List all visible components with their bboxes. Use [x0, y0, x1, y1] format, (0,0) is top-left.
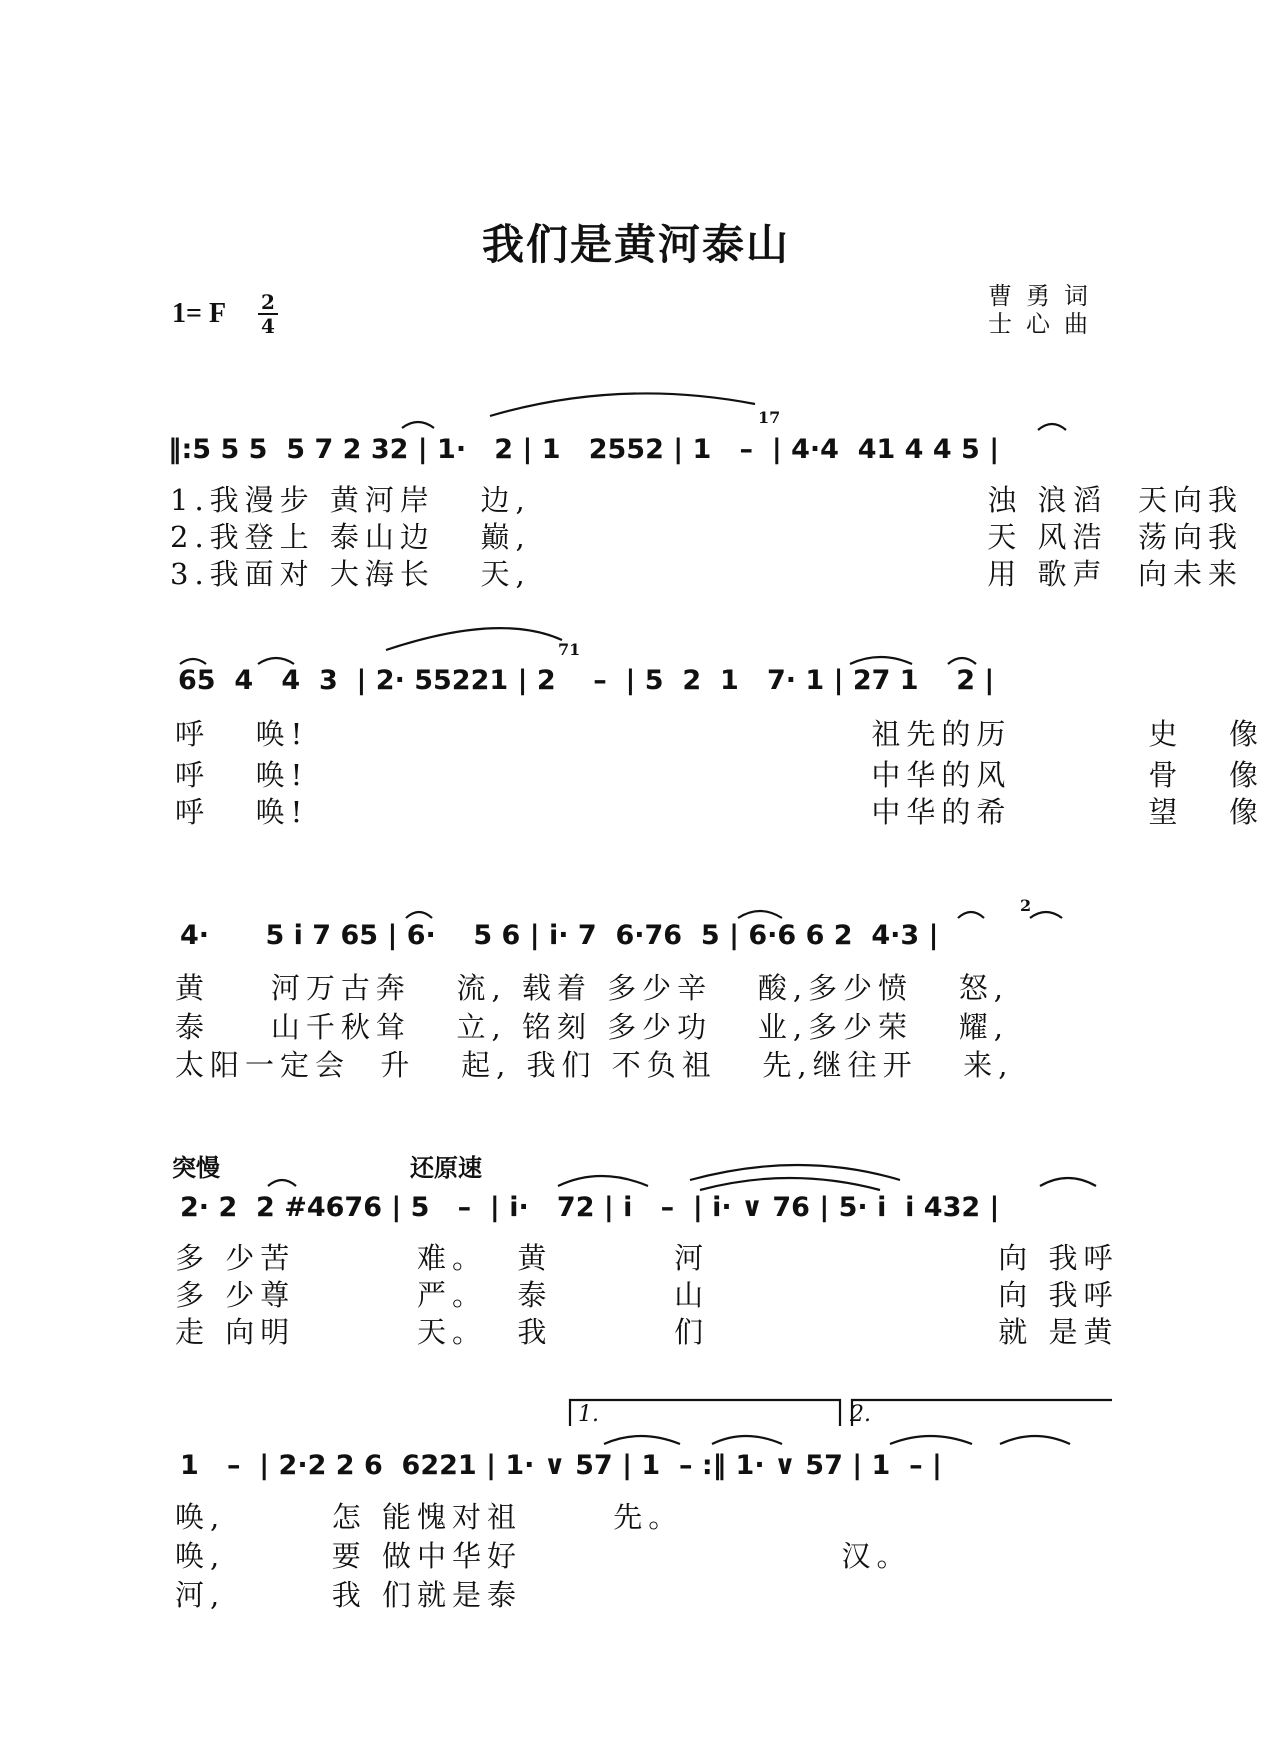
system-1-notes: ‖:5 5 5 5 7 2 32 | 1· 2 | 1 2552 | 1 – | 4·4 41 4 4 5 |: [168, 434, 1000, 465]
tempo-mark-restore: 还原速: [410, 1154, 482, 1182]
system-4-notes: 2· 2 2 #4676 | 5 – | i· 72 | i – | i· ∨ 76 | 5· i i 432 |: [180, 1192, 1000, 1223]
phrase-slur: [490, 393, 755, 416]
tempo-mark-slow: 突慢: [172, 1154, 220, 1182]
time-signature-top: 2: [261, 290, 275, 314]
volta-second: 2.: [850, 1402, 871, 1427]
volta-bracket-2: [852, 1400, 1112, 1426]
time-signature-bottom: 4: [261, 314, 275, 338]
tie: [258, 658, 294, 664]
system-5-notes: 1 – | 2·2 2 6 6221 | 1· ∨ 57 | 1 – :‖ 1· ∨ 57 | 1 – |: [180, 1450, 942, 1481]
tie: [958, 912, 984, 918]
tie: [1038, 424, 1066, 430]
tie: [1000, 1436, 1070, 1444]
system-2-lyric-1: 呼 唤! 祖先的历 史 像: [175, 717, 1265, 751]
tie: [402, 422, 434, 428]
grace-note-1: 17: [758, 408, 781, 427]
tie: [712, 1436, 782, 1444]
lyricist-credit: 曹勇词: [988, 282, 1102, 310]
tie: [558, 1176, 648, 1186]
system-3-lyric-3: 太阳一定会 升 起, 我们 不负祖 先,继往开 来,: [175, 1048, 1014, 1082]
composer-credit: 士心曲: [988, 310, 1102, 338]
system-3-lyric-2: 泰 山千秋耸 立, 铭刻 多少功 业,多少荣 耀,: [175, 1010, 1009, 1044]
grace-note-3: 2: [1020, 896, 1032, 915]
system-1-lyric-2: 2.我登上 泰山边 巅, 天 风浩 荡向我: [170, 520, 1243, 554]
tie: [850, 657, 912, 664]
tie: [1030, 912, 1062, 918]
system-2-lyric-3: 呼 唤! 中华的希 望 像: [175, 795, 1265, 829]
tie: [180, 659, 206, 664]
system-5-lyric-1: 唤, 怎 能愧对祖 先。: [175, 1500, 684, 1534]
phrase-slur: [386, 628, 562, 650]
tie: [948, 658, 976, 664]
tie: [738, 911, 782, 918]
system-1-lyric-1: 1.我漫步 黄河岸 边, 浊 浪滔 天向我: [170, 483, 1243, 517]
system-3-notes: 4· 5 i 7 65 | 6· 5 6 | i· 7 6·76 5 | 6·6 6 2 4·3 |: [180, 920, 939, 951]
system-2-notes: 65 4 4 3 | 2· 55221 | 2 – | 5 2 1 7· 1 | 27 1 2 |: [178, 665, 995, 696]
volta-first: 1.: [578, 1402, 599, 1427]
grace-note-2: 71: [558, 640, 581, 659]
system-3-lyric-1: 黄 河万古奔 流, 载着 多少辛 酸,多少愤 怒,: [175, 971, 1009, 1005]
system-4-lyric-1: 多 少苦 难。 黄 河 向 我呼: [175, 1241, 1119, 1275]
song-title: 我们是黄河泰山: [481, 220, 790, 269]
tie: [406, 912, 432, 918]
tie: [604, 1436, 680, 1444]
system-5-lyric-2: 唤, 要 做中华好 汉。: [175, 1539, 912, 1573]
tie: [268, 1180, 296, 1186]
key-signature: 1= F: [172, 298, 227, 329]
system-4-lyric-2: 多 少尊 严。 泰 山 向 我呼: [175, 1278, 1119, 1312]
system-4-lyric-3: 走 向明 天。 我 们 就 是黄: [175, 1315, 1119, 1349]
phrase-slur: [700, 1178, 880, 1190]
system-5-lyric-3: 河, 我 们就是泰: [175, 1578, 522, 1612]
system-1-lyric-3: 3.我面对 大海长 天, 用 歌声 向未来: [170, 557, 1243, 591]
tie: [1040, 1178, 1096, 1186]
tie: [890, 1436, 972, 1444]
volta-bracket-1: [570, 1400, 840, 1426]
system-2-lyric-2: 呼 唤! 中华的风 骨 像: [175, 758, 1265, 792]
